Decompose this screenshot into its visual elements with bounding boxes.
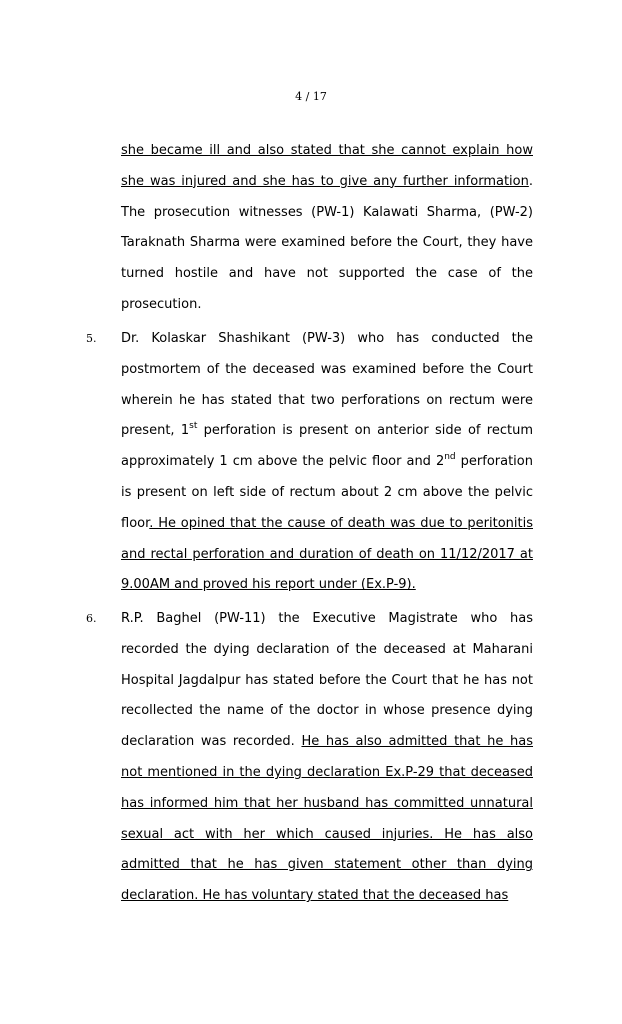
paragraph-number-6: 6.: [86, 612, 97, 625]
superscript: nd: [444, 451, 456, 462]
paragraph-6: [121, 604, 533, 912]
body-text: R.P. Baghel (PW-11) the Executive Magistrate who has recorded the dying declaration of the deceased at Maharani Hospital Jagdalpur has stated before the Court that he has not recollected the name of the doctor in whose presence dying declaration was recorded.: [121, 611, 533, 750]
body-text: Dr. Kolaskar Shashikant (PW-3) who has conducted the postmortem of the deceased was examined before the Court wherein he has stated that two perforations on rectum were present, 1: [121, 331, 533, 439]
paragraph-continuation: [121, 136, 533, 321]
paragraph-number-5: 5.: [86, 332, 97, 345]
underlined-text: . He opined that the cause of death was due to peritonitis and rectal perforation and duration of death on 11/12/2017 at 9.00AM and proved his report under (Ex.P-9).: [121, 515, 533, 593]
body-text: perforation is present on left side of rectum about 2 cm above the pelvic floor: [121, 454, 533, 531]
superscript: st: [189, 421, 198, 432]
underlined-text: she became ill and also stated that she cannot explain how she was injured and she has to give any further information: [121, 143, 533, 189]
body-text: perforation is present on anterior side of rectum approximately 1 cm above the pelvic floor and 2: [121, 423, 533, 470]
underlined-text: He has also admitted that he has not mentioned in the dying declaration Ex.P-29 that deceased has informed him that her husband has committed unnatural sexual act with her which caused injuries. He has also admitted that he has given statement other than dying declaration. He has voluntary stated that the deceased has: [121, 734, 534, 904]
paragraph-5: [121, 324, 533, 601]
page-number: 4 / 17: [295, 90, 327, 103]
body-text: . The prosecution witnesses (PW-1) Kalawati Sharma, (PW-2) Taraknath Sharma were examined before the Court, they have turned hostile and have not supported the case of the prosecution.: [121, 173, 533, 312]
